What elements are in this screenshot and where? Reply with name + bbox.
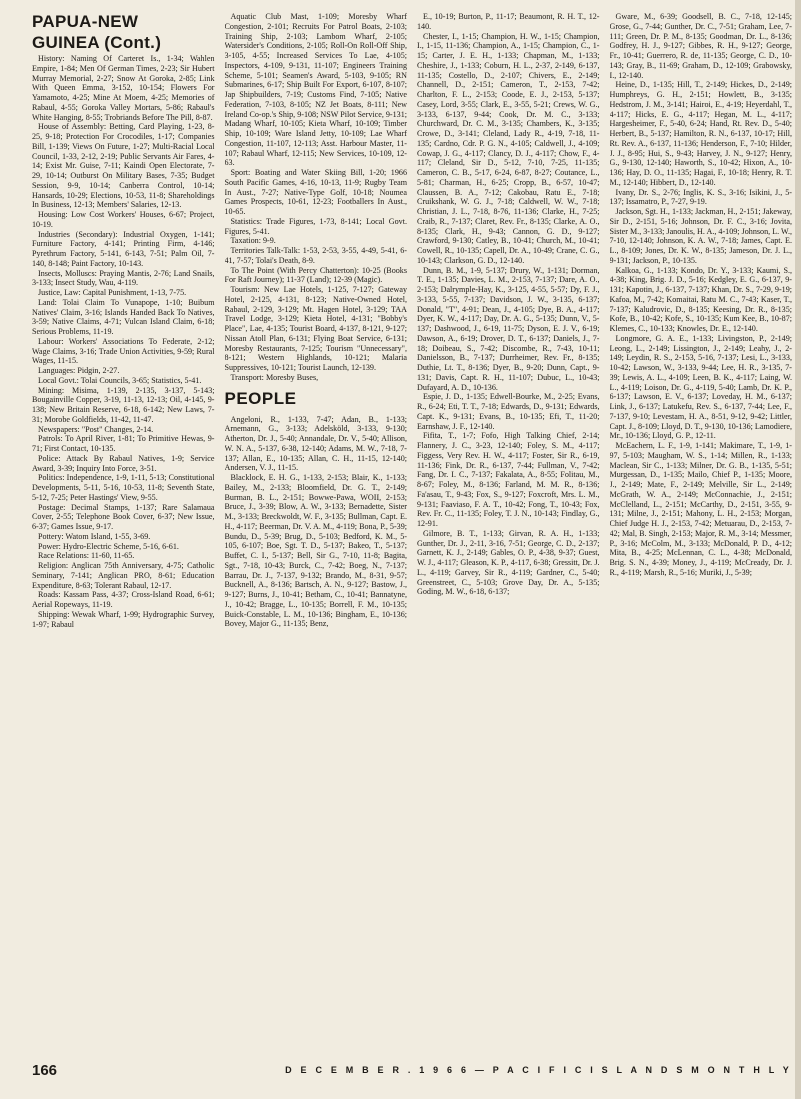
- index-entry: Ivany, Dr. S., 2-76; Inglis, K. S., 3-16; Isikini, J., 5-137; Issamatro, P., 7-27, 9-19.: [609, 187, 792, 207]
- index-entry: Sport: Boating and Water Skiing Bill, 1-20; 1966 South Pacific Games, 4-16, 10-13, 11-9; Rugby Team In Aust., 7-27; Native-Type Golf, 10-18; Noumea Games Prospects, 10-61, 12-23; Footballers In Aust., 10-65.: [224, 168, 407, 216]
- running-footer: D E C E M B E R . 1 9 6 6 — P A C I F I C I S L A N D S M O N T H L Y: [285, 1065, 792, 1075]
- page-number: 166: [32, 1061, 58, 1079]
- index-entry: Local Govt.: Tolai Councils, 3-65; Statistics, 5-41.: [38, 375, 202, 385]
- index-entry: Taxation: 9-9.: [230, 236, 276, 246]
- index-entry: Aquatic Club Mast, 1-109; Moresby Wharf Congestion, 2-101; Recruits For Patrol Boats, 2-103; Training Ship, 2-103; Lambom Wharf, 2-105; Watersider's Conditions, 2-105; Roll-On Roll-Off Ship, 3-105, 4-55; Increased Services To Lae, 4-105; Inspectors, 4-109, 9-131, 11-107; Engineers Training Scheme, 5-101; Seamen's Award, 5-103, 9-105; RN Submarines, 6-17; Ship Built For Export, 6-107, 8-107; Jap Shipbuilders, 7-19; Customs Find, 7-105; Native Federation, 7-103, 8-105; NZ Jet Boats, 8-111; New Ireland Co-op.'s Ship, 9-108; NSW Pilot Service, 9-131; Madang Wharf, 10-105; Kieta Wharf, 10-109; Timber Ship, 10-109; Ware Island Jetty, 10-109; Lae Wharf Congestion, 11-107, 12-113; Asst. Harbour Master, 11-107; Rabaul Wharf, 12-115; New Services, 10-109, 12-63.: [224, 12, 407, 168]
- index-entry: Chester, I., 1-15; Champion, H. W., 1-15; Champion, I., 1-15, 11-136; Champion, A., 1-15; Champion, C., 1-15; Carter, J. E. H., 1-133; Chapman, M., 1-133; Cheshire, J., 1-133; Coburn, H. L., 2-37, 2-149, 6-137, 11-135; Costello, D., 2-107; Chivers, E., 2-149; Channell, D., 2-151; Cameron, T., 2-153, 7-42; Charlton, F. L., 2-153; Coode, E. J., 2-153, 5-137; Casey, Lord, 3-55; Clark, E., 3-55, 5-21; Crews, W. G., 3-133, 6-137, 9-44; Cook, Dr. M. C., 3-133; Churchward, Dr. C. M., 3-135; Chambers, K., 3-135; Crowe, D., 3-141; Cleland, Lady R., 4-19, 7-18, 11-135; Cardno, Cdr. P. G. N., 4-105; Caldwell, J., 4-109; Cowap, J. G., 4-117; Clancy, D. J., 4-117; Chow, F., 4-117; Cleland, Sir D., 5-12, 7-10, 7-25, 11-135; Cameron, C. B., 5-17, 6-24, 6-87, 8-27; Coutance, L., 5-81; Charman, H., 6-25; Cropp, B., 6-57, 10-47; Claussen, B. A., 7-12; Cakobau, Ratu E., 7-18; Cruikshank, W. G. J., 7-18; Caldwell, W. W., 7-18; Christian, J. L., 7-18, 8-76, 11-136; Clarke, H., 7-25; Craib, R., 7-137; Claret, Rev. Fr., 8-135; Clarke, A. O., 8-135; Clark, H., 9-43; Cannon, G. D., 9-127; Crawford, 9-130; Catley, B., 10-41; Church, M., 10-41; Cowell, R., 10-135; Capell, Dr. A., 10-49; Crane, C. G., 10-143; Clarkson, G. D., 12-140.: [417, 31, 600, 265]
- index-entry: Power: Hydro-Electric Scheme, 5-16, 6-61.: [38, 541, 179, 551]
- index-entry: To The Point (With Percy Chatterton): 10-25 (Books For Raft Journey); 11-37 (Land); 12-39 (Magic).: [224, 265, 407, 285]
- index-entry: Labour: Workers' Associations To Federate, 2-12; Wage Claims, 3-16; Trade Union Activities, 9-59; Rural Wages, 11-15.: [32, 336, 215, 366]
- index-entry: Mining: Misima, 1-139, 2-135, 3-137, 5-143; Bougainville Copper, 3-19, 11-13, 12-13; Oil, 4-145, 9-138; New Britain Reserve, 6-18, 6-142; New Laws, 7-31; Morobe Goldfields, 11-42, 11-47.: [32, 385, 215, 424]
- index-entry: Kalkoa, G., 1-133; Kondo, Dr. Y., 3-133; Kaumi, S., 4-38; King, Brig. J. D., 5-16; Kedgley, E. G., 6-137, 9-131; Kapotin, J., 6-137, 7-137; Khan, Dr. S., 7-29, 9-19; Kafoa, M., 7-42; Komaitai, Ratu M. C., 7-43; Kaser, T., 7-137; Kaludrovic, D., 8-135; Keesing, Dr. R., 8-135; Kofe, B., 10-42; Kofe, S., 10-135; Kum Kee, B., 10-87; Klemes, C., 10-133; Knowles, Dr. E., 12-140.: [609, 265, 792, 333]
- page-footer: [32, 1058, 792, 1082]
- index-entry: Longmore, G. A. E., 1-133; Livingston, P., 2-149; Leong, L., 2-149; Lissington, J., 2-149; Leahy, J., 2-149; Leydin, R. S., 2-153, 5-16, 7-137; Lesi, L., 3-133, 10-42; Lawson, W., 3-133, 9-44; Lee, H. R., 3-135, 7-39; Lewis, A. L., 4-109; Leen, B. K., 4-117; Laing, W. L., 4-119; Loison, Dr. G., 4-119, 5-40; Lamb, Dr. K. P., 6-137; Lawson, E. V., 6-137; Loveday, H. M., 6-137; Link, J., 6-137; Latukefu, Rev. S., 6-137, 7-44; Lee, F., 7-137, 9-10; Levestam, H. A., 8-51, 9-12, 9-42; Littler, Capt. J., 8-109; Lloyd, D. T., 9-130, 10-136; Lamodiere, Mr., 10-136; Lloyd, G. P., 12-11.: [609, 333, 792, 441]
- index-entry: Espie, J. D., 1-135; Edwell-Bourke, M., 2-25; Evans, R., 6-24; Eti, T. T., 7-18; Edwards, D., 9-131; Edwards, Capt. K., 9-131; Evans, B., 10-135; Efi, T., 11-20; Earnshaw, J. F., 12-140.: [417, 392, 600, 431]
- index-entry: McEachern, L. F., 1-9, 1-141; Makimare, T., 1-9, 1-97, 5-103; Maugham, W. S., 1-14; Millen, R., 1-133; Maclean, Sir C., 1-133; Milner, Dr. G. B., 1-135, 5-51; Murgessan, D., 1-135; Mailo, Chief P., 1-135; Moore, J., 2-149; Mate, F., 2-149; Melville, Sir L., 2-149; McGrath, W. A., 2-149; McConnachie, J., 2-151; McClelland, L., 2-151; McCarthy, D., 2-151, 3-55, 9-131; Milne, J., 2-151; Mahony, L. H., 2-153; Morgan, Chief Judge H. J., 2-153, 7-42; Metuarau, D., 2-153, 7-42; Mal, B. Singh, 2-153; Major, R. M., 3-14; Messmer, P., 3-16; McColm, M., 3-133; McDonald, P. D., 4-12; Mita, B., 4-25; McLennan, C. L., 4-38; McDonald, Brig. S. N., 4-39; Money, J., 4-119; McCready, Dr. J. R., 4-119; Marsh, R., 5-16; Muriki, J., 5-39;: [609, 441, 792, 577]
- index-entry: Housing: Low Cost Workers' Houses, 6-67; Project, 10-19.: [32, 210, 215, 229]
- column-2: [225, 12, 408, 1050]
- index-entry: Jackson, Sgt. H., 1-133; Jackman, H., 2-151; Jakeway, Sir D., 2-151, 5-16; Johnson, Dr. F. C., 3-16; Jovita, Sister M., 3-133; Janoulis, H. A., 4-109; Johnson, L. W., 7-10, 12-140; Johnson, K. A. W., 7-18; James, Capt. E. L., 8-109; Jones, Dr. K. W., 8-135; Jameson, Dr. J. L., 9-131; Jackson, P., 10-135.: [609, 207, 792, 265]
- index-entry: Statistics: Trade Figures, 1-73, 8-141; Local Govt. Figures, 5-41.: [224, 216, 407, 236]
- index-entry: Heine, D., 1-135; Hill, T., 2-149; Hickes, D., 2-149; Humphreys, G. H., 2-151; Howlett, B., 3-135; Hedstrom, J. M., 3-141; Hairoi, E., 4-19; Heyerdahl, T., 4-117; Hicks, E. G., 4-117; Hegan, M. L., 4-117; Hargesheimer, F., 5-40, 6-24; Hand, Rt. Rev. D., 5-40; Herbert, B., 5-137; Hamilton, R. N., 6-137, 10-17; Hill, Rt. Rev. A., 6-137, 11-136; Henderson, F., 7-10; Hilder, J. J., 8-95; Hui, S., 9-43; Harvey, J. N., 9-127; Henry, G., 9-130, 12-140; Haworth, S., 10-42; Hixon, A., 10-136; Hay, D. O., 11-135; Hagai, F., 10-18; Henry, R. T. M., 12-140; Hibbert, D., 12-140.: [609, 80, 792, 187]
- index-entry: Newspapers: "Post" Changes, 2-14.: [38, 424, 154, 434]
- index-entry: House of Assembly: Betting, Card Playing, 1-23, 8-25, 9-18; Protection For Crocodiles, 1-17; Companies Bill, 1-139; Views On Future, 1-27; Multi-Racial Local Council, 1-33, 2-12, 2-19; Public Servants Air Fares, 4-14; Exist Mr. Guise, 7-11; Kaindi Open Electorate, 7-29, 10-14; Outburst On Military Bases, 7-35; Budget Session, 9-9, 10-14; Canberra Control, 10-14; Hansards, 10-29; Elections, 10-53, 11-8; Shareholdings In Business, 12-13; Members' Salaries, 12-13.: [32, 122, 215, 210]
- index-entry: Languages: Pidgin, 2-27.: [38, 366, 120, 375]
- index-columns: [32, 12, 792, 1050]
- index-entry: Shipping: Wewak Wharf, 1-99; Hydrographic Survey, 1-97; Rabaul: [32, 609, 215, 629]
- index-entry: Justice, Law: Capital Punishment, 1-13, 7-75.: [38, 288, 187, 297]
- index-entry: Postage: Decimal Stamps, 1-137; Rare Salamaua Cover, 2-55; Telephone Book Cover, 6-37; New Issue, 6-37; Games Issue, 9-17.: [32, 502, 215, 531]
- index-entry: Industries (Secondary): Industrial Oxygen, 1-141; Furniture Factory, 4-141; Printing Firm, 4-146; Pyrethrum Factory, 5-141, 6-143, 7-51; Palm Oil, 7-140, 8-148; Paint Factory, 10-143.: [32, 229, 215, 268]
- page-edge: [795, 0, 801, 1099]
- index-entry: Land: Tolai Claim To Vunapope, 1-10; Buibum Natives' Claim, 3-16; Islands Handed Back To Natives, 3-59; Native Claims, 4-71; Vulcan Island Claim, 6-18; Serious Problems, 11-19.: [32, 297, 215, 336]
- index-entry: Politics: Independence, 1-9, 1-11, 5-13; Constitutional Developments, 5-11, 5-16, 10-53, 11-8; Seventh State, 5-12, 7-25; Peter Hastings' View, 9-55.: [32, 473, 215, 502]
- column-3: [417, 12, 600, 1050]
- index-entry: Gware, M., 6-39; Goodsell, B. C., 7-18, 12-145; Grose, G., 7-44; Gunther, Dr. C., 7-51; Graham, Lee, 7-111; Green, Dr. P. M., 8-135; Goodman, Dr. L., 8-136; Godfrey, H. J., 9-127; Gibbes, R. H., 9-127; George, Fr., 10-41; Guerrero, R. de, 11-135; George, C. D., 10-143; Gray, B., 11-69; Graham, D., 12-109; Grabowsky, I., 12-140.: [609, 12, 792, 80]
- index-entry: Blacklock, E. H. G., 1-133, 2-153; Blair, K., 1-133; Bailey, M., 2-133; Bloomfield, Dr. G. T., 2-149; Burman, B. L., 2-151; Bowwe-Pawa, WOII, 2-153; Bruce, J., 3-39; Blow, A. W., 3-133; Bernadette, Sister M., 3-133; Breckwoldt, W. F., 3-135; Bullman, Capt. E. H., 4-117; Beerman, Dr. V. A. M., 4-119; Bona, P., 5-39; Bundu, D., 5-39; Brug, D., 5-103; Bedford, K. M., 5-105, 6-107; Boe, Sgt. T. D., 5-137; Bakeo, T., 5-137; Buffet, C. I., 5-137; Bell, Sir G., 7-10, 11-8; Bagita, Sgt., 7-18, 10-43; Burck, C., 7-42; Boeg, N., 7-137; Barrau, Dr. J., 7-137, 9-132; Brando, M., 8-31, 9-57; Bucknell, A., 8-136; Bartsch, A. N., 9-127; Bastow, J., 9-127; Burns, J., 10-41; Betham, C., 10-41; Bannatyne, J., 10-42; Bragge, L., 10-135; Borrell, F. M., 10-135; Buick-Constable, L. M., 10-136; Bingham, E., 10-136; Bovey, Major G., 11-135; Benz,: [224, 473, 407, 629]
- column-4: [610, 12, 793, 1050]
- index-entry: Territories Talk-Talk: 1-53, 2-53, 3-55, 4-49, 5-41, 6-41, 7-57; Tolai's Death, 8-9.: [224, 246, 407, 265]
- section-heading-papua: PAPUA-NEW: [32, 12, 139, 31]
- index-entry: Police: Attack By Rabaul Natives, 1-9; Service Award, 3-39; Inquiry Into Force, 3-51.: [32, 453, 215, 473]
- index-entry: Religion: Anglican 75th Anniversary, 4-75; Catholic Seminary, 7-141; Anglican PRO, 8-61; Education Expenditure, 8-63; Tolerant Rabaul, 12-17.: [32, 561, 215, 590]
- index-entry: E., 10-19; Burton, P., 11-17; Beaumont, R. H. T., 12-140.: [417, 12, 600, 31]
- index-entry: Race Relations: 11-60, 11-65.: [38, 551, 135, 561]
- section-heading-people: PEOPLE: [224, 388, 297, 408]
- index-entry: Tourism: New Lae Hotels, 1-125, 7-127; Gateway Hotel, 2-125, 4-131, 8-123; Native-Owned Hotel, Rabaul, 2-129, 3-129; Mt. Hagen Hotel, 3-129; TAA Travel Lodge, 3-129; Kieta Hotel, 4-131; "Bobby's Place", Lae, 4-135; Tourist Board, 4-137, 8-121, 9-127; Nissan Atoll Plan, 6-131; Flying Boat Service, 6-131; Moresby Restaurants, 7-125; Tourism "Unnecessary", 8-121; Western Highlands, 10-121; Malaria Suppressives, 10-121; Tourist Launch, 12-139.: [224, 285, 407, 372]
- index-entry: Roads: Kassam Pass, 4-37; Cross-Island Road, 6-61; Aerial Ropeways, 11-19.: [32, 590, 215, 609]
- index-entry: Transport: Moresby Buses,: [230, 372, 319, 382]
- index-entry: Fifita, T., 1-7; Fofo, High Talking Chief, 2-14; Flannery, J. C., 3-23, 12-140; Foley, S. M., 4-117; Figgess, Very Rev. H. W., 4-117; Foster, Sir R., 6-19, 11-136; Fink, Dr. R., 6-137, 7-44; Fullman, V., 7-42; Fang, Dr. I. C., 7-137; Fakalata, A., 8-55; Folitau, M., 8-67; Foley, M., 8-136; Farland, M. M. R., 8-136; Fa'asau, T., 9-43; Fox, S., 9-127; Foxcroft, Mrs. L. M., 9-131; Faaviaso, F. A. T., 10-42; Fong, T., 10-43; Fox, Rev. Fr. C., 11-135; Foley, T. J. N., 10-143; Findlay, G., 12-91.: [417, 431, 600, 528]
- section-heading-guinea-cont: GUINEA (Cont.): [32, 33, 162, 52]
- index-entry: Dunn, B. M., 1-9, 5-137; Drury, W., 1-131; Dorman, T. E., 1-135; Davies, L. M., 2-153, 7-137; Dare, A. O., 2-153; Dalrymple-Hay, K., 3-125, 4-55, 5-57; Dy, F. J., 3-133, 5-55, 7-137; Davidson, J. W., 3-135, 6-137; Donald, "T", 4-91; Dean, J., 4-105; Dye, B. A., 4-117; Dyer, K. W., 4-117; Day, Dr. A. G., 5-135; Dunn, V., 5-137; Dashwood, J., 6-19, 11-75; Dyson, E. J. V., 6-19; Dawson, A., 6-19; Drover, D. T., 6-137; Daniels, J., 7-18; Doibeau, S., 7-42; Discombe, R., 7-43, 10-11; Danielsson, B., 7-137; Durrheimer, Rev. Fr., 8-135; Duthie, Lt. T., 8-136; Dyer, B., 9-20; Dunn, Capt., 9-131; Davis, Capt. R. H., 11-107; Dubuc, L., 10-43; Dufayard, A. D., 10-136.: [417, 265, 600, 392]
- column-1: [32, 12, 215, 1050]
- index-entry: Patrols: To April River, 1-81; To Primitive Hewas, 9-71; First Contact, 10-135.: [32, 434, 215, 453]
- index-entry: Angeloni, R., 1-133, 7-47; Adan, B., 1-133; Arnemann, G., 3-133; Adelsköld, 3-133, 9-130; Atherton, Dr. J., 5-40; Annandale, Dr. V., 5-40; Allison, W. N. A., 5-137, 6-38, 12-140; Adams, M. W., 7-18, 7-137; Allan, E., 10-135; Allan, C. H., 11-15, 12-140; Andersen, V. J., 11-15.: [224, 414, 407, 473]
- index-entry: Insects, Molluscs: Praying Mantis, 2-76; Land Snails, 3-133; Insect Study, Wau, 4-119.: [32, 268, 215, 288]
- index-entry: History: Naming Of Carteret Is., 1-34; Wahlen Empire, 1-84; Men Of German Times, 2-23; Sir Hubert Murray Memorial, 2-27; Snow At Goroka, 2-85; Link With Queen Emma, 3-152, 10-154; Flowers For Yamamoto, 4-25; Mine At Moem, 4-25; Memories of Rabaul, 4-55; Goroka Valley Mortars, 5-86; Rabaul's White Hanging, 8-55; Trobriands Before The Pill, 8-87.: [32, 54, 215, 122]
- index-entry: Pottery: Watom Island, 1-55, 3-69.: [38, 531, 151, 541]
- index-entry: Gilmore, B. T., 1-133; Girvan, R. A. H., 1-133; Gunther, Dr. J., 2-11, 3-16, 7-51; George, C. D., 2-137; Garnett, K. J., 2-149; Gables, O. P., 4-38, 9-37; Guest, W. J., 4-117; Gleason, K. P., 4-117, 6-38; Gressitt, Dr. J. L., 4-119; Garvey, Sir R., 4-119; Gardner, C., 5-40; Greenstreet, C., 5-103; Grove Day, Dr. A., 5-135; Goding, M. W., 6-18, 6-137;: [417, 528, 600, 597]
